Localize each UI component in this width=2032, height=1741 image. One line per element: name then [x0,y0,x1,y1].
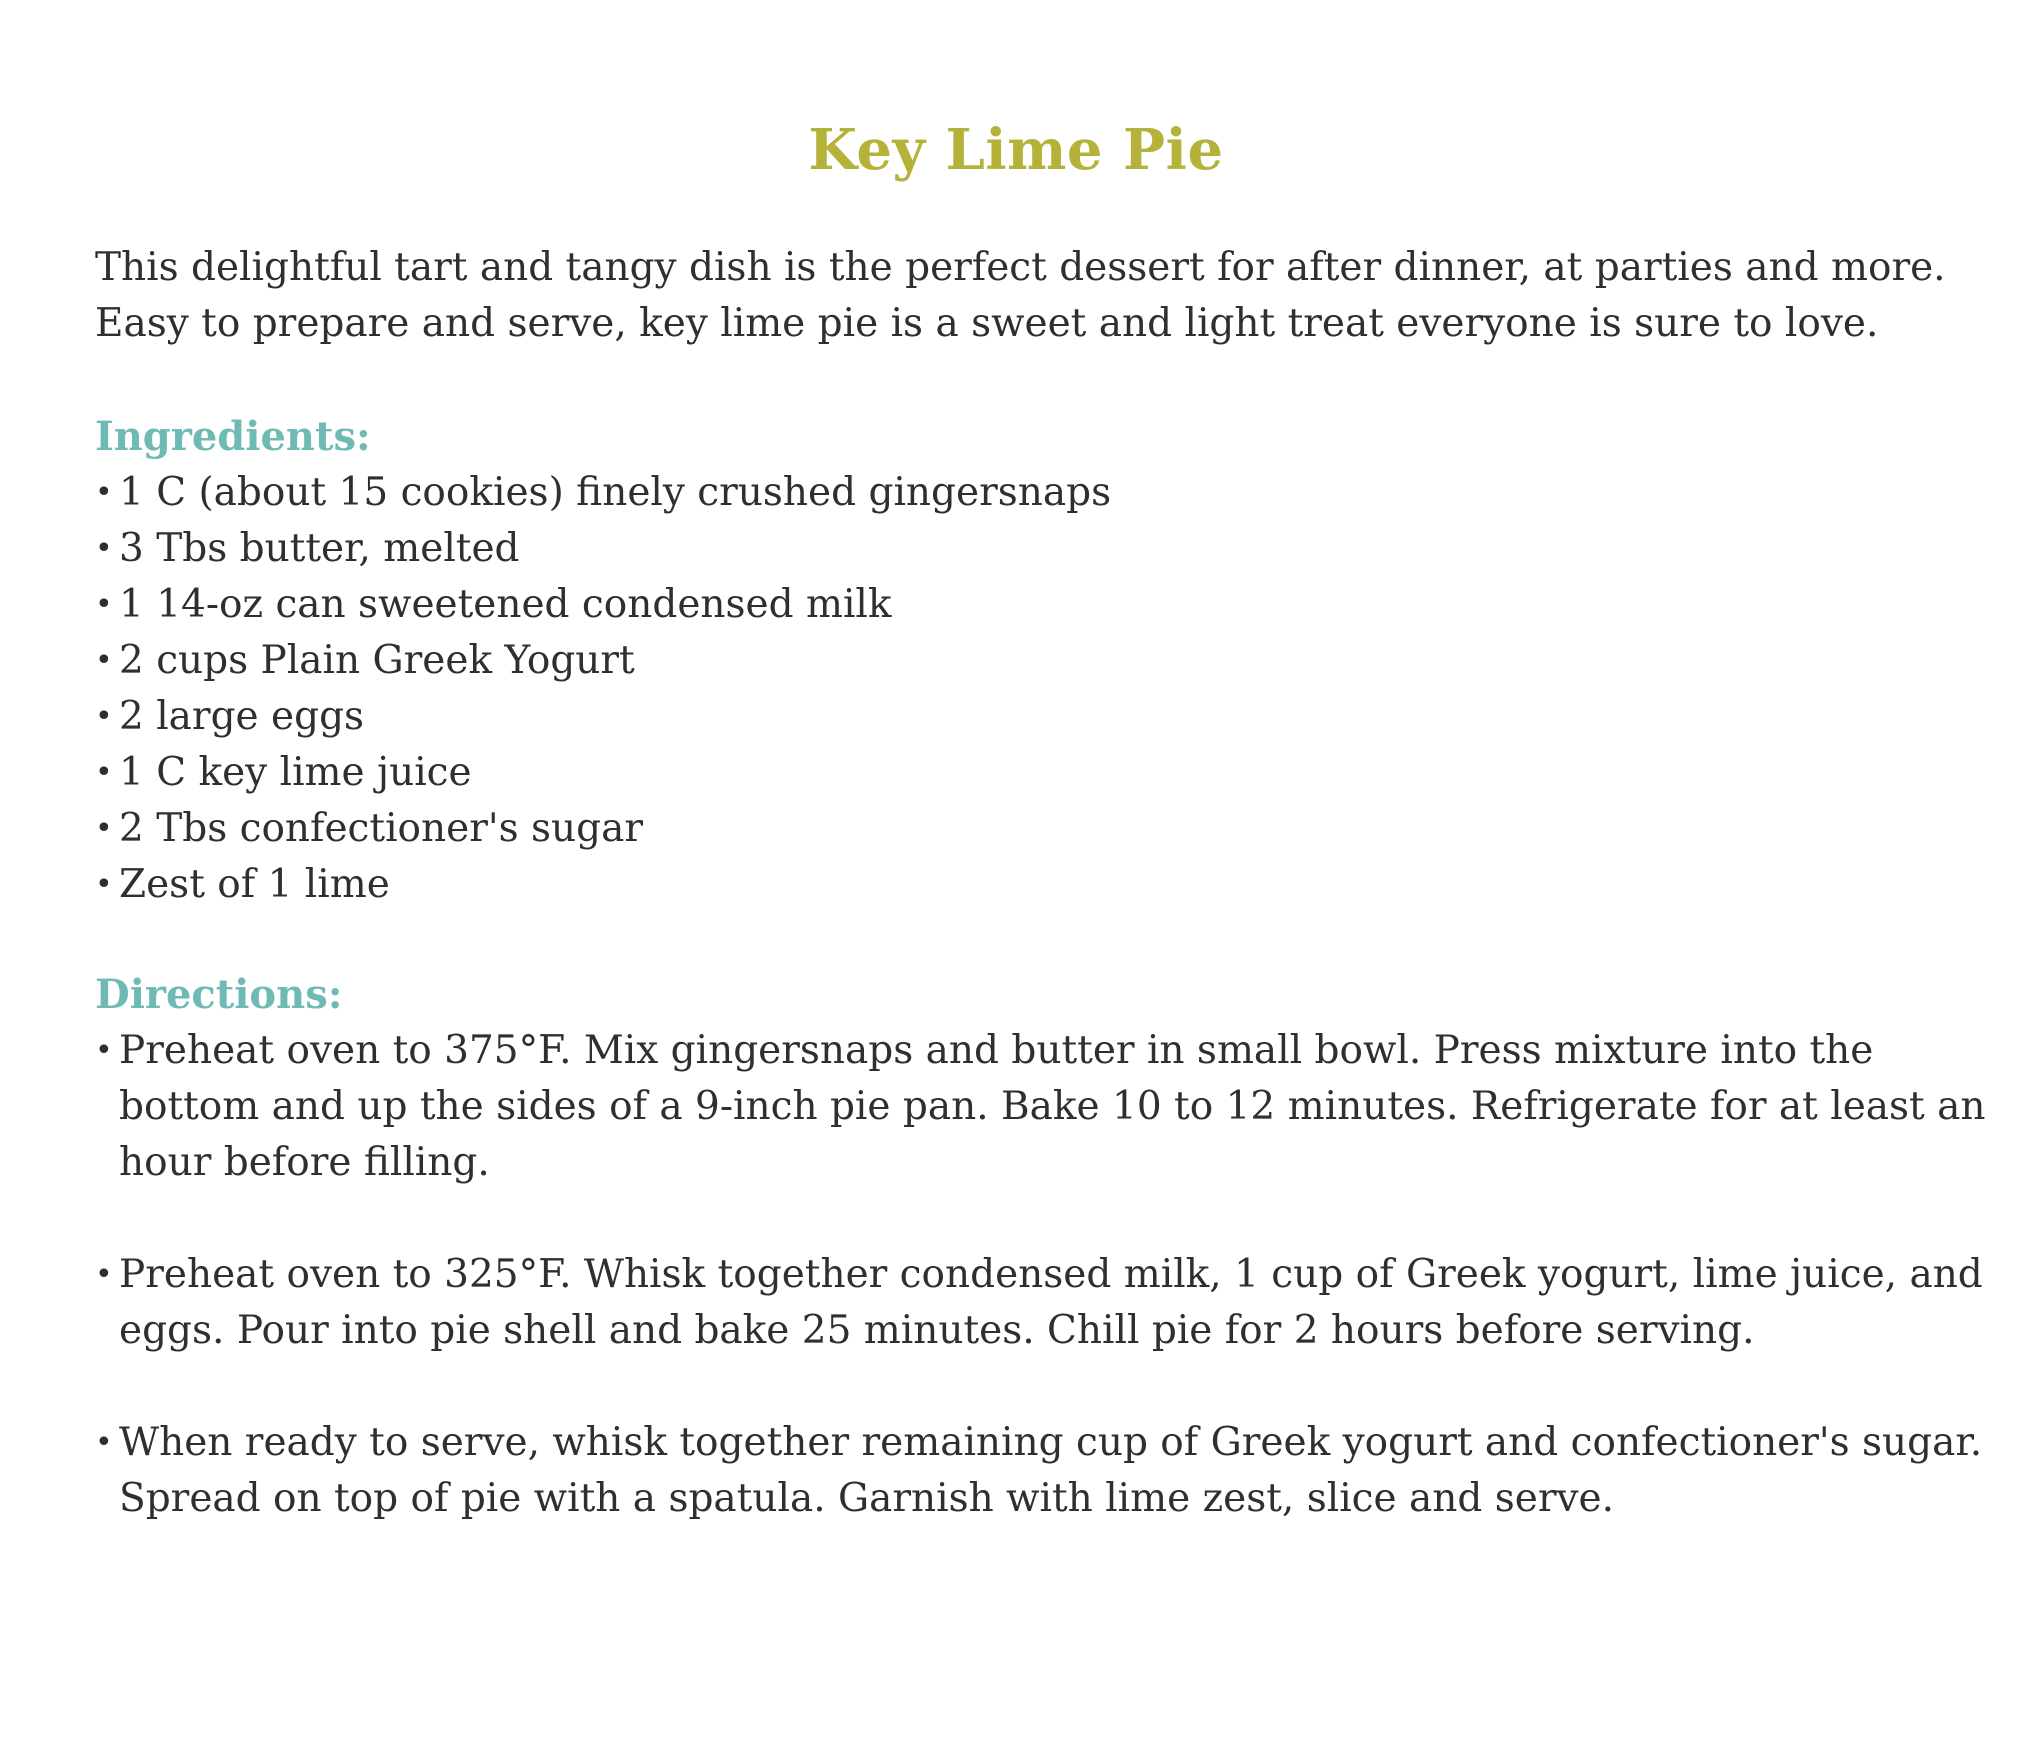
ingredient-item [95,745,1975,801]
ingredient-text: 2 large eggs [119,694,365,739]
direction-line: hour before filling. [119,1140,490,1185]
ingredient-text: 3 Tbs butter, melted [119,526,520,571]
ingredient-item [95,801,1975,857]
ingredient-text: Zest of 1 lime [119,862,390,907]
direction-line: bottom and up the sides of a 9-inch pie pan. Bake 10 to 12 minutes. Refrigerate for at least an [119,1084,1986,1129]
ingredient-text: 2 cups Plain Greek Yogurt [119,638,635,683]
direction-step [95,1247,1983,1359]
bullet-icon: • [95,643,113,678]
bullet-icon: • [95,867,113,902]
bullet-icon: • [95,475,113,510]
ingredient-text: 2 Tbs confectioner's sugar [119,806,643,851]
intro-line: Easy to prepare and serve, key lime pie is a sweet and light treat everyone is sure to love. [95,301,1879,346]
ingredient-text: 1 C key lime juice [119,750,472,795]
ingredient-text: 1 14-oz can sweetened condensed milk [119,582,892,627]
ingredient-item [95,465,1975,521]
bullet-icon: • [95,587,113,622]
ingredients-heading: Ingredients: [95,413,371,460]
recipe-title: Key Lime Pie [808,117,1224,183]
direction-line: Spread on top of pie with a spatula. Garnish with lime zest, slice and serve. [119,1476,1614,1521]
ingredient-item [95,577,1975,633]
ingredients-list [95,465,1975,913]
ingredient-item [95,857,1975,913]
direction-line: Preheat oven to 325°F. Whisk together condensed milk, 1 cup of Greek yogurt, lime juice, and [119,1252,1983,1297]
direction-line: Preheat oven to 375°F. Mix gingersnaps and butter in small bowl. Press mixture into the [119,1028,1874,1073]
bullet-icon: • [95,699,113,734]
bullet-icon: • [95,755,113,790]
bullet-icon: • [95,531,113,566]
direction-step [95,1415,1983,1527]
bullet-icon: • [95,811,113,846]
direction-line: When ready to serve, whisk together remaining cup of Greek yogurt and confectioner's sugar. [119,1420,1983,1465]
recipe-intro [95,240,1955,352]
ingredient-text: 1 C (about 15 cookies) finely crushed gingersnaps [119,470,1112,515]
bullet-icon: • [95,1033,113,1068]
direction-line: eggs. Pour into pie shell and bake 25 minutes. Chill pie for 2 hours before serving. [119,1308,1755,1353]
ingredient-item [95,521,1975,577]
bullet-icon: • [95,1257,113,1292]
direction-step [95,1023,1986,1191]
bullet-icon: • [95,1425,113,1460]
directions-list [95,1023,1986,1527]
intro-line: This delightful tart and tangy dish is the perfect dessert for after dinner, at parties and more. [95,245,1946,290]
directions-heading: Directions: [95,971,343,1018]
ingredient-item [95,633,1975,689]
ingredient-item [95,689,1975,745]
